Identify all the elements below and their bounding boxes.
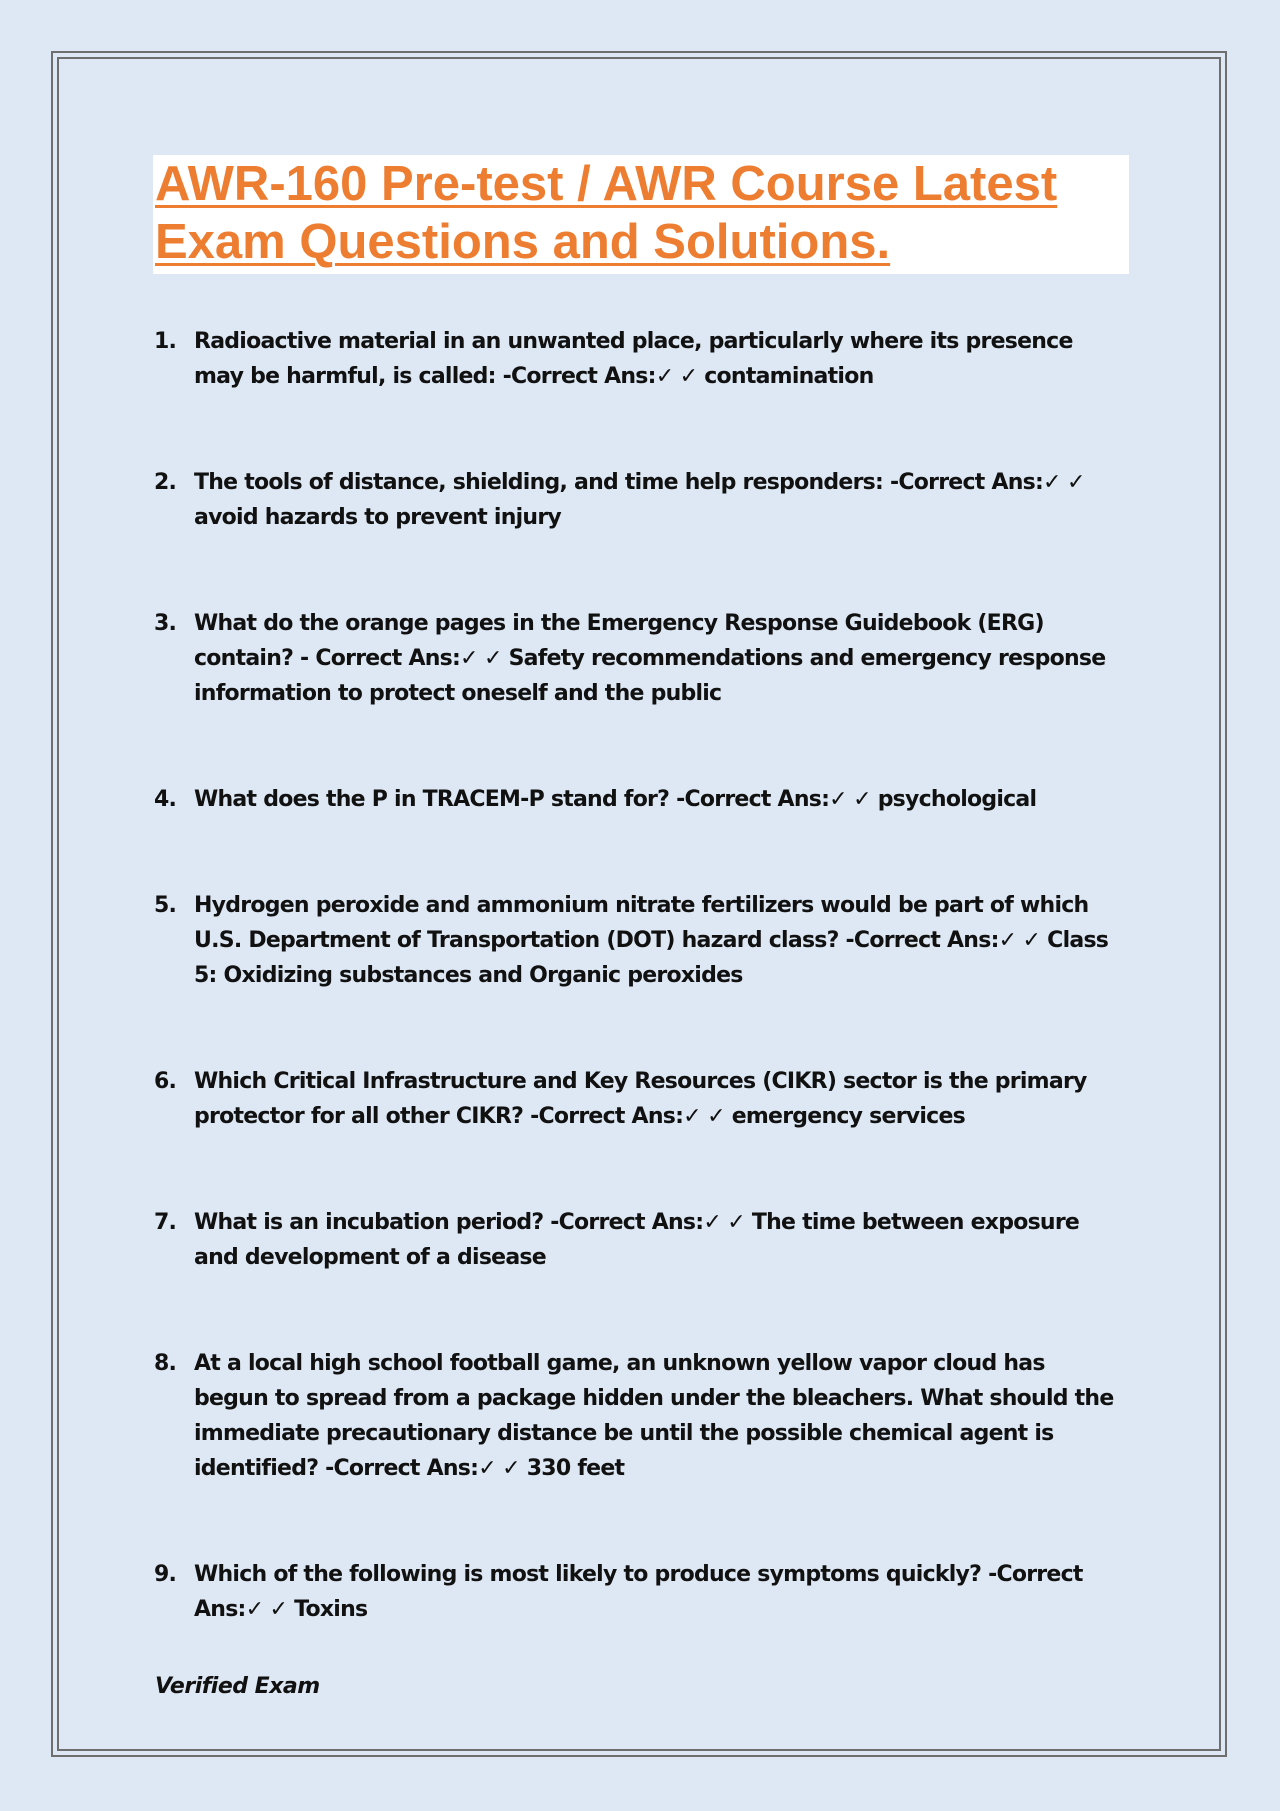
checkmark-icon: ✓ ✓ [655, 364, 698, 389]
answer-text: psychological [877, 787, 1037, 812]
checkmark-icon: ✓ ✓ [703, 1210, 745, 1235]
checkmark-icon: ✓ ✓ [245, 1597, 288, 1622]
answer-text: 330 feet [526, 1456, 625, 1481]
answer-text: Class 5: Oxidizing substances and Organic peroxides [194, 928, 1109, 988]
answer-text: Safety recommendations and emergency response information to protect oneself and the public [194, 646, 1106, 706]
question-number: 2. [154, 470, 177, 495]
answer-text: Toxins [294, 1597, 368, 1622]
question-list [154, 324, 1114, 1698]
question-number: 9. [154, 1562, 177, 1587]
question-item [154, 888, 1114, 993]
answer-text: avoid hazards to prevent injury [194, 505, 562, 530]
question-item [154, 782, 1114, 817]
answer-text: contamination [704, 364, 874, 389]
checkmark-icon: ✓ ✓ [829, 787, 871, 812]
question-number: 5. [154, 893, 177, 918]
question-number: 7. [154, 1210, 177, 1235]
question-item [154, 1346, 1114, 1486]
checkmark-icon: ✓ ✓ [998, 928, 1041, 953]
question-item [154, 606, 1114, 711]
question-text: What is an incubation period? -Correct Ans: [194, 1210, 704, 1235]
question-number: 3. [154, 611, 177, 636]
answer-text: emergency services [731, 1104, 965, 1129]
question-item [154, 1205, 1114, 1275]
question-text: Which Critical Infrastructure and Key Resources (CIKR) sector is the primary protector for all other CIKR? -Correct Ans: [194, 1069, 1087, 1129]
question-item [154, 324, 1114, 394]
question-text: At a local high school football game, an unknown yellow vapor cloud has begun to spread from a package hidden under the bleachers. What should the immediate precautionary distance be until the possible chemical agent is identified? -Correct Ans: [194, 1351, 1114, 1481]
document-title: AWR-160 Pre-test / AWR Course Latest Exam Questions and Solutions. [155, 157, 1058, 269]
question-text: Which of the following is most likely to produce symptoms quickly? -Correct Ans: [194, 1562, 1083, 1622]
checkmark-icon: ✓ ✓ [460, 646, 502, 671]
checkmark-icon: ✓ ✓ [683, 1104, 725, 1129]
checkmark-icon: ✓ ✓ [478, 1456, 520, 1481]
question-number: 6. [154, 1069, 177, 1094]
question-text: Radioactive material in an unwanted place, particularly where its presence may be harmful, is called: -Correct Ans: [194, 329, 1073, 389]
question-item [154, 465, 1114, 535]
question-number: 1. [154, 329, 177, 354]
footer-label: Verified Exam [155, 1674, 320, 1699]
question-item [154, 1064, 1114, 1134]
question-text: The tools of distance, shielding, and time help responders: -Correct Ans: [194, 470, 1044, 495]
question-text: Hydrogen peroxide and ammonium nitrate fertilizers would be part of which U.S. Department of Transportation (DOT) hazard class? -Correct Ans: [194, 893, 1089, 953]
answer-text: The time between exposure and development of a disease [194, 1210, 1080, 1270]
checkmark-icon: ✓ ✓ [1043, 470, 1085, 495]
question-number: 4. [154, 787, 177, 812]
question-item [154, 1557, 1114, 1627]
question-number: 8. [154, 1351, 177, 1376]
question-text: What does the P in TRACEM-P stand for? -Correct Ans: [194, 787, 830, 812]
question-text: What do the orange pages in the Emergency Response Guidebook (ERG) contain? - Correct Ans: [194, 611, 1044, 671]
